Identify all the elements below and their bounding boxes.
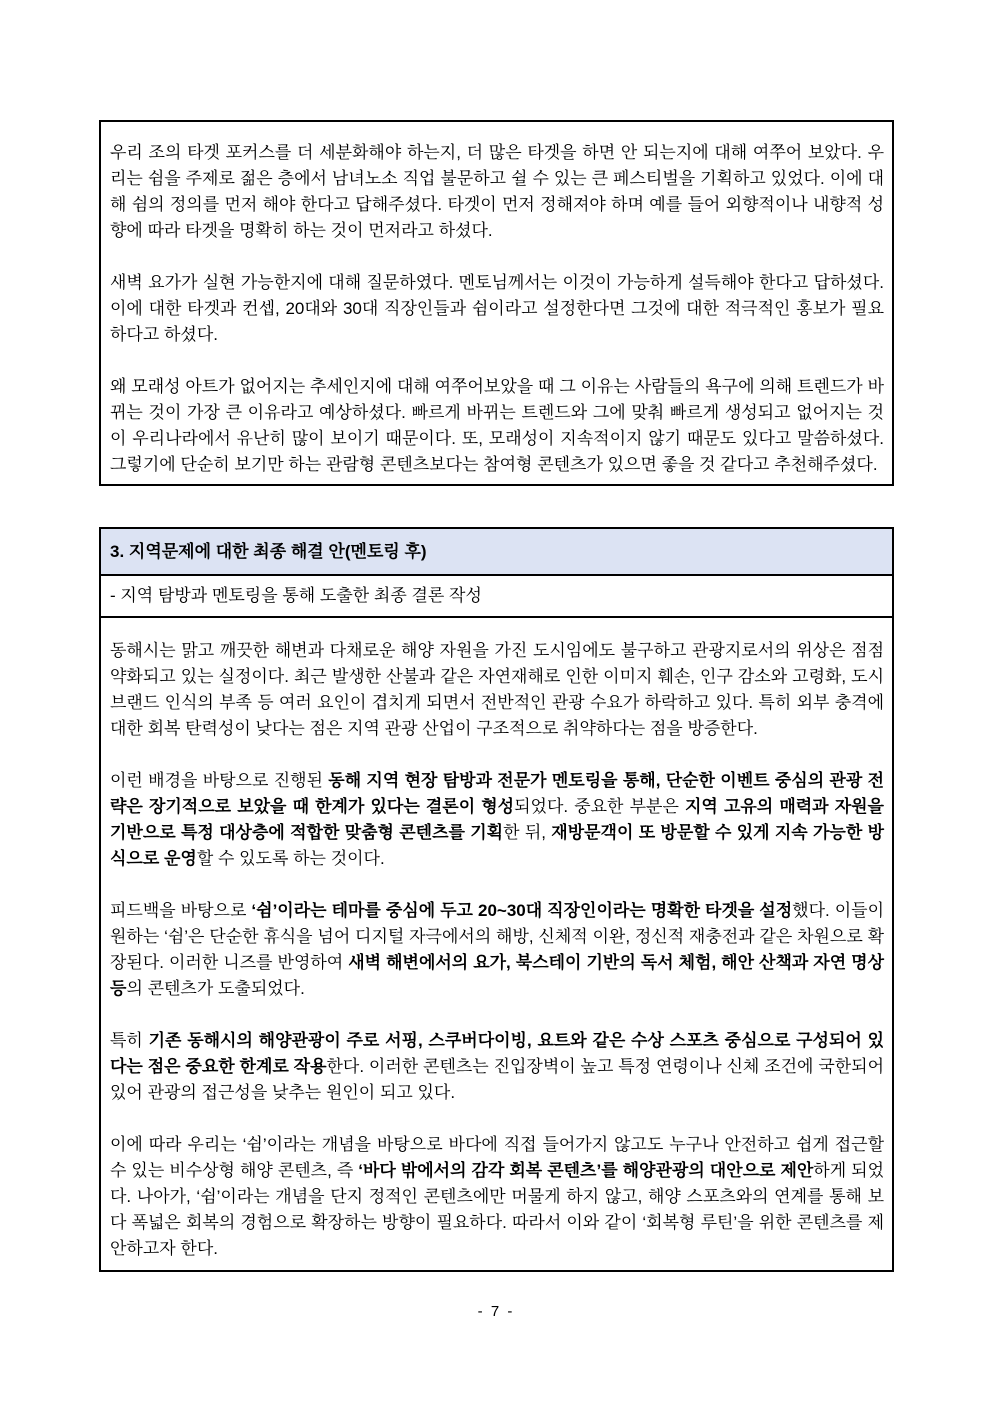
text-run: 이에 따라 우리는 ‘쉼’이라는 개념을 바탕으로 바다에 직접 들어가지 않고도 누구나 안전하고 쉽게 접근할 수 있는 비수상형 해양 콘텐츠, 즉	[110, 1135, 884, 1180]
paragraph	[110, 374, 884, 478]
text-run: 동해 지역 현장 탐방과 전문가 멘토링을 통해, 단순한 이벤트 중심의 관광 전략은 장기적으로 보았을 때 한계가 있다는 결론이 형성	[110, 771, 884, 816]
text-run: 동해시는 맑고 깨끗한 해변과 다채로운 해양 자원을 가진 도시임에도 불구하고 관광지로서의 위상은 점점 약화되고 있는 실정이다. 최근 발생한 산불과 같은 자연재해로 인한 이미지 훼손, 인구 감소와 고령화, 도시 브랜드 인식의 부족 등 여러 요인이 겹치게 되면서 전반적인 관광 수요가 하락하고 있다. 특히 외부 충격에 대한 회복 탄력성이 낮다는 점은 지역 관광 산업이 구조적으로 취약하다는 점을 방증한다.	[110, 641, 884, 738]
page-number: - 7 -	[477, 1303, 515, 1320]
section-subtitle: - 지역 탐방과 멘토링을 통해 도출한 최종 결론 작성	[110, 586, 482, 605]
section-subtitle-row	[101, 576, 892, 618]
text-run: 하게 되었다. 나아가, ‘쉼’이라는 개념을 단지 정적인 콘텐츠에만 머물게 하지 않고, 해양 스포츠와의 연계를 통해 보다 폭넓은 회복의 경험으로 확장하는 방향이 필요하다. 따라서 이와 같이 ‘회복형 루틴’을 위한 콘텐츠를 제안하고자 한다.	[110, 1161, 884, 1258]
text-run: 되었다. 중요한 부분은	[514, 797, 685, 816]
text-run: ‘바다 밖에서의 감각 회복 콘텐츠’를 해양관광의 대안으로 제안	[358, 1161, 814, 1180]
text-run: 왜 모래성 아트가 없어지는 추세인지에 대해 여쭈어보았을 때 그 이유는 사람들의 욕구에 의해 트렌드가 바뀌는 것이 가장 큰 이유라고 예상하셨다. 빠르게 바뀌는 트렌드와 그에 맞춰 빠르게 생성되고 없어지는 것이 우리나라에서 유난히 많이 보이기 때문이다. 또, 모래성이 지속적이지 않기 때문도 있다고 말씀하셨다. 그렇기에 단순히 보기만 하는 관람형 콘텐츠보다는 참여형 콘텐츠가 있으면 좋을 것 같다고 추천해주셨다.	[110, 377, 884, 474]
paragraph	[110, 638, 884, 742]
section-title-row	[101, 529, 892, 576]
mentoring-qa-box	[99, 120, 894, 486]
paragraph	[110, 1028, 884, 1106]
final-solution-box	[99, 527, 894, 1272]
text-run: 할 수 있도록 하는 것이다.	[196, 849, 385, 868]
paragraph	[110, 270, 884, 348]
text-run: 의 콘텐츠가 도출되었다.	[126, 979, 305, 998]
text-run: ‘쉼’이라는 테마를 중심에 두고 20~30대 직장인이라는 명확한 타겟을 설정	[251, 901, 793, 920]
section-body	[101, 618, 892, 1270]
text-run: 지역 고유의 매력과 자원을 기반으로 특정 대상층에 적합한 맞춤형 콘텐츠를 기획	[110, 797, 884, 842]
text-run: 했다. 이들이 원하는 ‘쉼’은 단순한 휴식을 넘어 디지털 자극에서의 해방, 신체적 이완, 정신적 재충전과 같은 차원으로 확장된다. 이러한 니즈를 반영하여	[110, 901, 885, 972]
text-run: 피드백을 바탕으로	[110, 901, 252, 920]
text-run: 이런 배경을 바탕으로 진행된	[110, 771, 329, 790]
paragraph	[110, 1132, 884, 1262]
section-title: 3. 지역문제에 대한 최종 해결 안(멘토링 후)	[110, 542, 427, 561]
paragraph	[110, 140, 884, 244]
text-run: 새벽 요가가 실현 가능한지에 대해 질문하였다. 멘토님께서는 이것이 가능하게 설득해야 한다고 답하셨다. 이에 대한 타겟과 컨셉, 20대와 30대 직장인들과 쉼이라고 설정한다면 그것에 대한 적극적인 홍보가 필요하다고 하셨다.	[110, 273, 884, 344]
text-run: 새벽 해변에서의 요가, 북스테이 기반의 독서 체험, 해안 산책과 자연 명상 등	[110, 953, 884, 998]
text-run: 우리 조의 타겟 포커스를 더 세분화해야 하는지, 더 많은 타겟을 하면 안 되는지에 대해 여쭈어 보았다. 우리는 쉼을 주제로 젊은 층에서 남녀노소 직업 불문하고 쉴 수 있는 큰 페스티벌을 기획하고 있었다. 이에 대해 쉼의 정의를 먼저 해야 한다고 답해주셨다. 타겟이 먼저 정해져야 하며 예를 들어 외향적이나 내향적 성향에 따라 타겟을 명확히 하는 것이 먼저라고 하셨다.	[110, 143, 884, 240]
text-run: 한 뒤,	[503, 823, 552, 842]
text-run: 재방문객이 또 방문할 수 있게 지속 가능한 방식으로 운영	[110, 823, 884, 868]
text-run: 한다. 이러한 콘텐츠는 진입장벽이 높고 특정 연령이나 신체 조건에 국한되어 있어 관광의 접근성을 낮추는 원인이 되고 있다.	[110, 1057, 885, 1102]
text-run: 기존 동해시의 해양관광이 주로 서핑, 스쿠버다이빙, 요트와 같은 수상 스포츠 중심으로 구성되어 있다는 점은 중요한 한계로 작용	[110, 1031, 884, 1076]
text-run: 특히	[110, 1031, 149, 1050]
paragraph	[110, 768, 884, 872]
paragraph	[110, 898, 884, 1002]
